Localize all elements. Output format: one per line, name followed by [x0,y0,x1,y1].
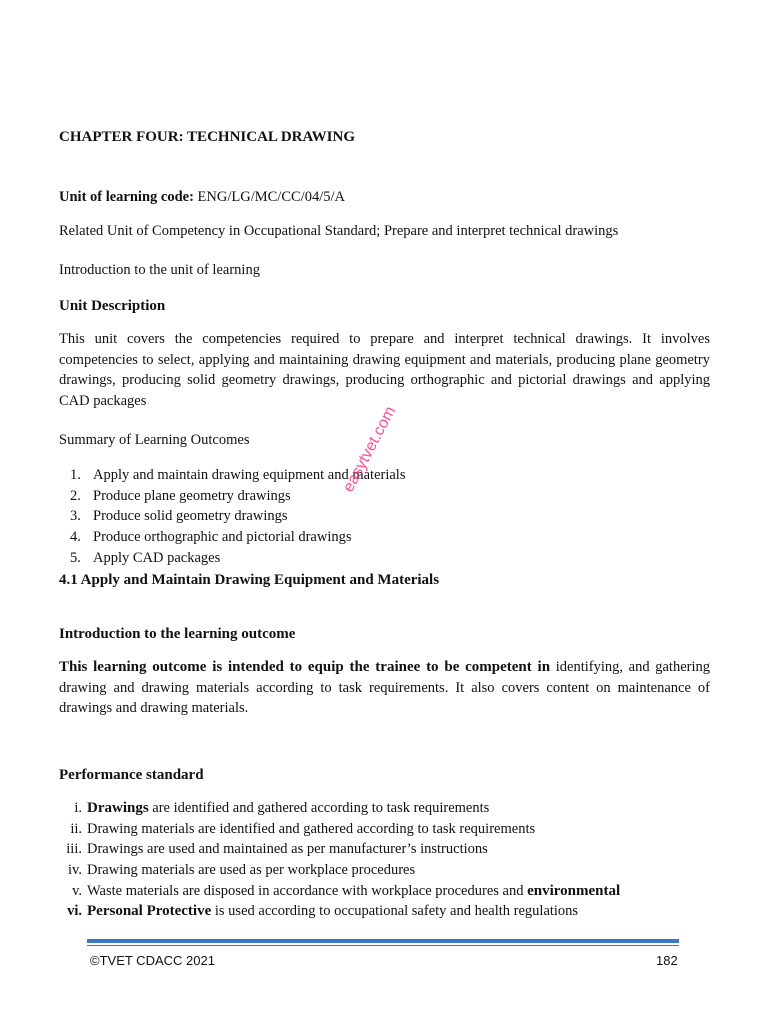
list-number: vi. [67,903,82,920]
list-item [59,465,710,486]
list-item [59,819,710,840]
list-text: Produce plane geometry drawings [93,487,291,504]
list-text: are identified and gathered according to task requirements [148,800,490,816]
unit-description-text: This unit covers the competencies required to prepare and interpret technical drawings. It involves competencies to select, applying and maintaining drawing equipment and materials, producing plane geometry drawings, producing solid geometry drawings, producing orthographic and pictorial drawings and applying CAD packages [59,331,710,409]
footer-copyright: ©TVET CDACC 2021 [90,953,215,968]
related-unit-text: Related Unit of Competency in Occupational Standard; Prepare and interpret technical drawings [59,223,619,239]
list-bold-tail: environmental [527,882,621,899]
footer-rule-thick [87,939,679,943]
list-number: ii. [70,820,82,837]
unit-code-value: ENG/LG/MC/CC/04/5/A [197,189,345,205]
list-bold-text: Personal Protective [87,903,212,920]
page-number: 182 [656,953,678,968]
lo-intro-body: identifying, and gathering drawing and drawing materials according to task requirements. It also covers content on maintenance of drawings and drawing materials. [59,659,711,716]
section-4-1-heading: 4.1 Apply and Maintain Drawing Equipment and Materials [59,572,440,588]
list-item [59,901,710,922]
intro-unit-text: Introduction to the unit of learning [59,262,260,278]
list-item [59,548,710,569]
list-text: Drawing materials are used as per workplace procedures [87,862,416,879]
list-number: v. [72,882,82,899]
list-number: 2. [70,487,81,504]
list-number: iv. [68,862,82,879]
list-number: 1. [70,467,81,483]
chapter-title: CHAPTER FOUR: TECHNICAL DRAWING [59,129,356,145]
list-number: 4. [70,529,81,546]
list-text: Produce solid geometry drawings [93,508,288,525]
list-text: is used according to occupational safety and health regulations [211,903,579,920]
list-item [59,527,710,548]
unit-code-label: Unit of learning code: [59,189,194,205]
list-item [59,881,710,902]
footer-rule-thin [87,945,679,946]
lo-intro-bold-lead: This learning outcome is intended to equip the trainee to be competent in [59,659,551,675]
list-item [59,486,710,507]
list-text: Waste materials are disposed in accordance with workplace procedures and [87,882,528,899]
performance-standard-list [59,798,710,922]
learning-outcome-intro-text [59,657,710,719]
watermark: easytvet.com [340,403,400,495]
list-item [59,506,710,527]
list-text: Produce orthographic and pictorial drawings [93,529,352,546]
list-number: iii. [66,841,82,858]
list-text: Drawing materials are identified and gathered according to task requirements [87,820,536,837]
learning-outcomes-list [59,465,710,568]
performance-standard-heading: Performance standard [59,767,204,783]
list-item [59,860,710,881]
list-number: 5. [70,549,81,566]
unit-code-line [59,187,710,208]
list-text: Apply CAD packages [93,549,221,566]
list-item [59,839,710,860]
list-number: i. [74,800,82,816]
list-item [59,798,710,819]
learning-outcome-intro-heading: Introduction to the learning outcome [59,626,296,642]
list-text: Apply and maintain drawing equipment and materials [93,467,406,483]
summary-heading: Summary of Learning Outcomes [59,432,250,448]
list-text: Drawings are used and maintained as per manufacturer’s instructions [87,841,488,858]
list-number: 3. [70,508,81,525]
list-bold-text: Drawings [87,800,149,816]
unit-description-heading: Unit Description [59,298,166,314]
